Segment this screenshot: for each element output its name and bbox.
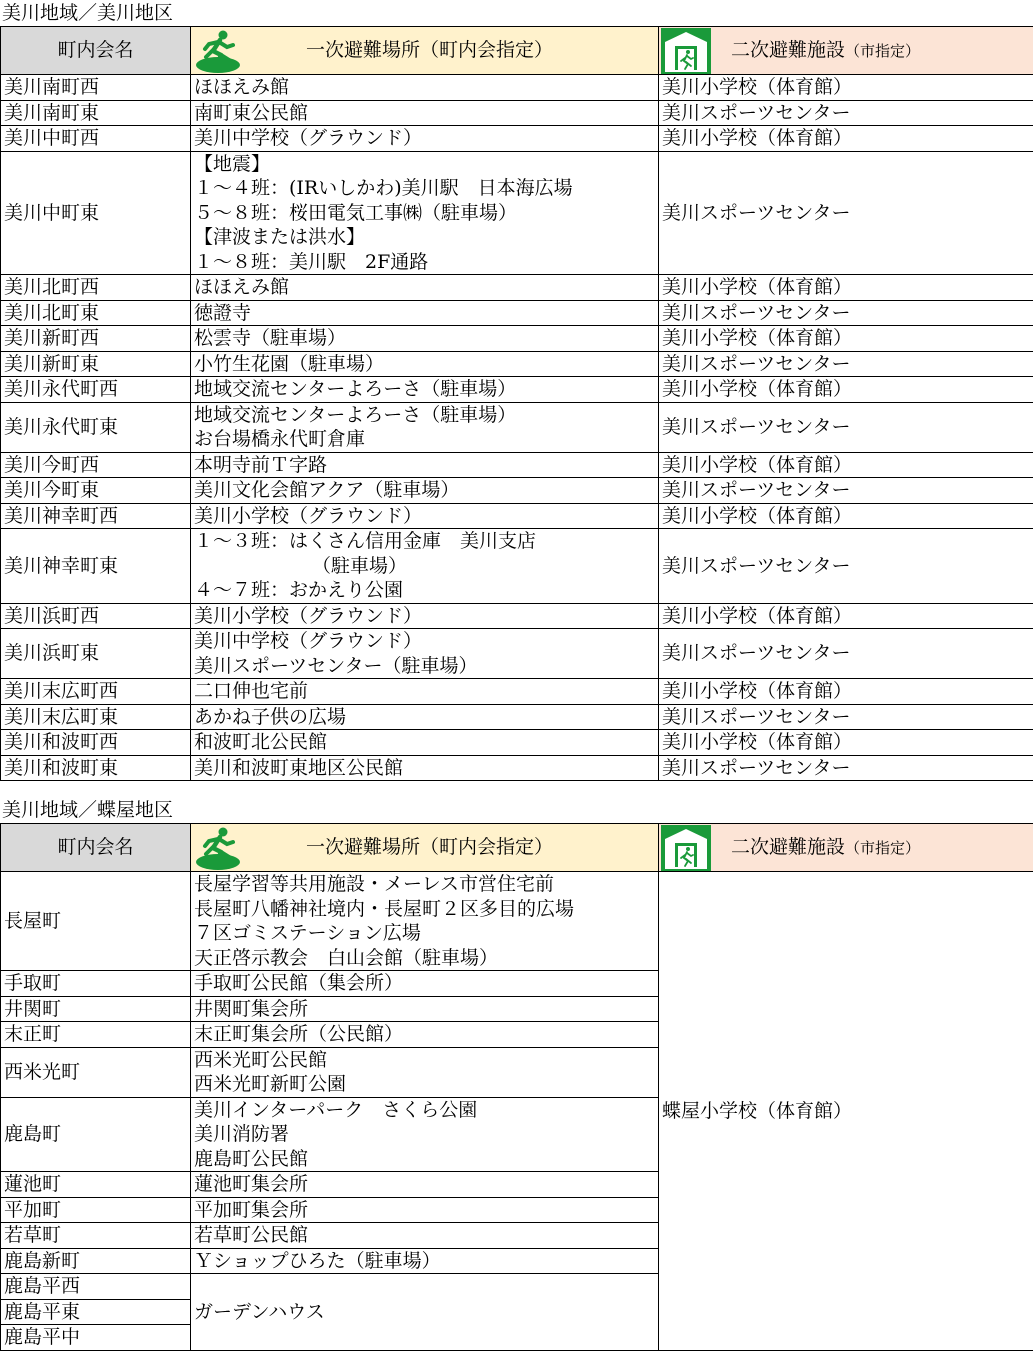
running-person-icon: [191, 27, 241, 74]
table-row: [1, 603, 1033, 629]
town-name: 美川永代町西: [1, 377, 191, 403]
primary-site: 徳證寺: [191, 300, 659, 326]
secondary-facility: 美川スポーツセンター: [659, 151, 1033, 275]
secondary-facility: 美川スポーツセンター: [659, 629, 1033, 679]
header-row: [1, 824, 1033, 872]
secondary-facility: 美川スポーツセンター: [659, 529, 1033, 604]
town-name: 井関町: [1, 996, 191, 1022]
town-name: 美川今町西: [1, 452, 191, 478]
secondary-facility: 美川スポーツセンター: [659, 704, 1033, 730]
primary-site: 地域交流センターよろーさ（駐車場）: [191, 377, 659, 403]
town-name: 美川新町東: [1, 351, 191, 377]
town-name: 美川神幸町西: [1, 503, 191, 529]
table-row: [1, 452, 1033, 478]
secondary-facility: 美川小学校（体育館）: [659, 326, 1033, 352]
table-row: [1, 100, 1033, 126]
primary-site: 南町東公民館: [191, 100, 659, 126]
primary-site: 蓮池町集会所: [191, 1172, 659, 1198]
primary-site: 美川中学校（グラウンド） 美川スポーツセンター（駐車場）: [191, 629, 659, 679]
town-name: 若草町: [1, 1223, 191, 1249]
emergency-exit-icon: [661, 825, 711, 871]
primary-site: 美川小学校（グラウンド）: [191, 603, 659, 629]
header-primary-evacuation: [191, 27, 659, 75]
table-row: [1, 300, 1033, 326]
town-name: 美川神幸町東: [1, 529, 191, 604]
header-secondary-note: （市指定）: [845, 839, 920, 857]
town-name: 美川中町東: [1, 151, 191, 275]
secondary-facility: 美川小学校（体育館）: [659, 679, 1033, 705]
table-row: [1, 529, 1033, 604]
town-name: 末正町: [1, 1022, 191, 1048]
town-name: 美川浜町西: [1, 603, 191, 629]
primary-site: 松雲寺（駐車場）: [191, 326, 659, 352]
town-name: 美川南町東: [1, 100, 191, 126]
evacuation-table-mikawa: [0, 26, 1033, 781]
table-row: [1, 377, 1033, 403]
town-name: 鹿島町: [1, 1097, 191, 1172]
evacuation-table-chouya: [0, 823, 1033, 1351]
primary-site: Ｙショップひろた（駐車場）: [191, 1248, 659, 1274]
table-row: [1, 126, 1033, 152]
header-secondary-facility: [659, 27, 1033, 75]
section-title: 美川地域／蝶屋地区: [0, 797, 1033, 823]
primary-site: 和波町北公民館: [191, 730, 659, 756]
table-row: [1, 275, 1033, 301]
table-row: [1, 679, 1033, 705]
primary-site: 美川文化会館アクア（駐車場）: [191, 478, 659, 504]
secondary-facility: 美川スポーツセンター: [659, 351, 1033, 377]
secondary-facility: 美川スポーツセンター: [659, 100, 1033, 126]
primary-site-shared: ガーデンハウス: [191, 1274, 659, 1351]
header-row: [1, 27, 1033, 75]
primary-site: 地域交流センターよろーさ（駐車場） お台場橋永代町倉庫: [191, 402, 659, 452]
town-name: 鹿島新町: [1, 1248, 191, 1274]
town-name: 美川南町西: [1, 75, 191, 101]
running-person-icon: [191, 824, 241, 871]
secondary-facility: 美川スポーツセンター: [659, 755, 1033, 781]
header-secondary-facility: [659, 824, 1033, 872]
primary-site: 【地震】 １～４班：(IRいしかわ)美川駅 日本海広場 ５～８班：桜田電気工事㈱（駐車場） 【津波または洪水】 １～８班：美川駅 2F通路: [191, 151, 659, 275]
town-name: 鹿島平中: [1, 1325, 191, 1351]
town-name: 長屋町: [1, 872, 191, 971]
primary-site: 美川和波町東地区公民館: [191, 755, 659, 781]
primary-site: 末正町集会所（公民館）: [191, 1022, 659, 1048]
town-name: 平加町: [1, 1197, 191, 1223]
header-secondary-label: 二次避難施設: [731, 39, 845, 61]
town-name: 美川和波町西: [1, 730, 191, 756]
secondary-facility: 美川小学校（体育館）: [659, 126, 1033, 152]
town-name: 美川新町西: [1, 326, 191, 352]
table-row: [1, 326, 1033, 352]
emergency-exit-icon: [661, 28, 711, 74]
primary-site: 美川小学校（グラウンド）: [191, 503, 659, 529]
primary-site: 本明寺前Ｔ字路: [191, 452, 659, 478]
primary-site: ほほえみ館: [191, 275, 659, 301]
secondary-facility-shared: 蝶屋小学校（体育館）: [659, 872, 1033, 1351]
table-row: [1, 704, 1033, 730]
primary-site: 手取町公民館（集会所）: [191, 971, 659, 997]
table-row: [1, 478, 1033, 504]
town-name: 西米光町: [1, 1047, 191, 1097]
table-row: [1, 75, 1033, 101]
table-row: [1, 402, 1033, 452]
primary-site: 井関町集会所: [191, 996, 659, 1022]
secondary-facility: 美川スポーツセンター: [659, 300, 1033, 326]
secondary-facility: 美川スポーツセンター: [659, 402, 1033, 452]
primary-site: ほほえみ館: [191, 75, 659, 101]
secondary-facility: 美川小学校（体育館）: [659, 603, 1033, 629]
primary-site: 若草町公民館: [191, 1223, 659, 1249]
primary-site: 美川インターパーク さくら公園 美川消防署 鹿島町公民館: [191, 1097, 659, 1172]
town-name: 美川末広町東: [1, 704, 191, 730]
section-chouya: [0, 797, 1033, 1351]
section-title: 美川地域／美川地区: [0, 0, 1033, 26]
secondary-facility: 美川スポーツセンター: [659, 478, 1033, 504]
secondary-facility: 美川小学校（体育館）: [659, 503, 1033, 529]
header-town-association: 町内会名: [1, 824, 191, 872]
header-primary-label: 一次避難場所（町内会指定）: [241, 38, 658, 63]
town-name: 美川永代町東: [1, 402, 191, 452]
header-primary-evacuation: [191, 824, 659, 872]
town-name: 美川浜町東: [1, 629, 191, 679]
table-row: [1, 503, 1033, 529]
table-row: [1, 755, 1033, 781]
town-name: 美川和波町東: [1, 755, 191, 781]
header-primary-label: 一次避難場所（町内会指定）: [241, 835, 658, 860]
primary-site: 平加町集会所: [191, 1197, 659, 1223]
town-name: 美川中町西: [1, 126, 191, 152]
table-row: [1, 351, 1033, 377]
table-row: [1, 872, 1033, 971]
primary-site: １～３班：はくさん信用金庫 美川支店 （駐車場） ４～７班：おかえり公園: [191, 529, 659, 604]
primary-site: 美川中学校（グラウンド）: [191, 126, 659, 152]
primary-site: 二口伸也宅前: [191, 679, 659, 705]
secondary-facility: 美川小学校（体育館）: [659, 452, 1033, 478]
primary-site: 長屋学習等共用施設・メーレス市営住宅前 長屋町八幡神社境内・長屋町２区多目的広場 ７区ゴミステーション広場 天正啓示教会 白山会館（駐車場）: [191, 872, 659, 971]
header-town-association: 町内会名: [1, 27, 191, 75]
table-row: [1, 151, 1033, 275]
town-name: 鹿島平東: [1, 1299, 191, 1325]
town-name: 鹿島平西: [1, 1274, 191, 1300]
secondary-facility: 美川小学校（体育館）: [659, 730, 1033, 756]
town-name: 手取町: [1, 971, 191, 997]
table-row: [1, 629, 1033, 679]
header-secondary-note: （市指定）: [845, 42, 920, 60]
town-name: 美川今町東: [1, 478, 191, 504]
town-name: 美川北町東: [1, 300, 191, 326]
town-name: 美川末広町西: [1, 679, 191, 705]
primary-site: あかね子供の広場: [191, 704, 659, 730]
town-name: 蓮池町: [1, 1172, 191, 1198]
header-secondary-label: 二次避難施設: [731, 836, 845, 858]
secondary-facility: 美川小学校（体育館）: [659, 75, 1033, 101]
town-name: 美川北町西: [1, 275, 191, 301]
primary-site: 西米光町公民館 西米光町新町公園: [191, 1047, 659, 1097]
secondary-facility: 美川小学校（体育館）: [659, 377, 1033, 403]
primary-site: 小竹生花園（駐車場）: [191, 351, 659, 377]
secondary-facility: 美川小学校（体育館）: [659, 275, 1033, 301]
table-row: [1, 730, 1033, 756]
